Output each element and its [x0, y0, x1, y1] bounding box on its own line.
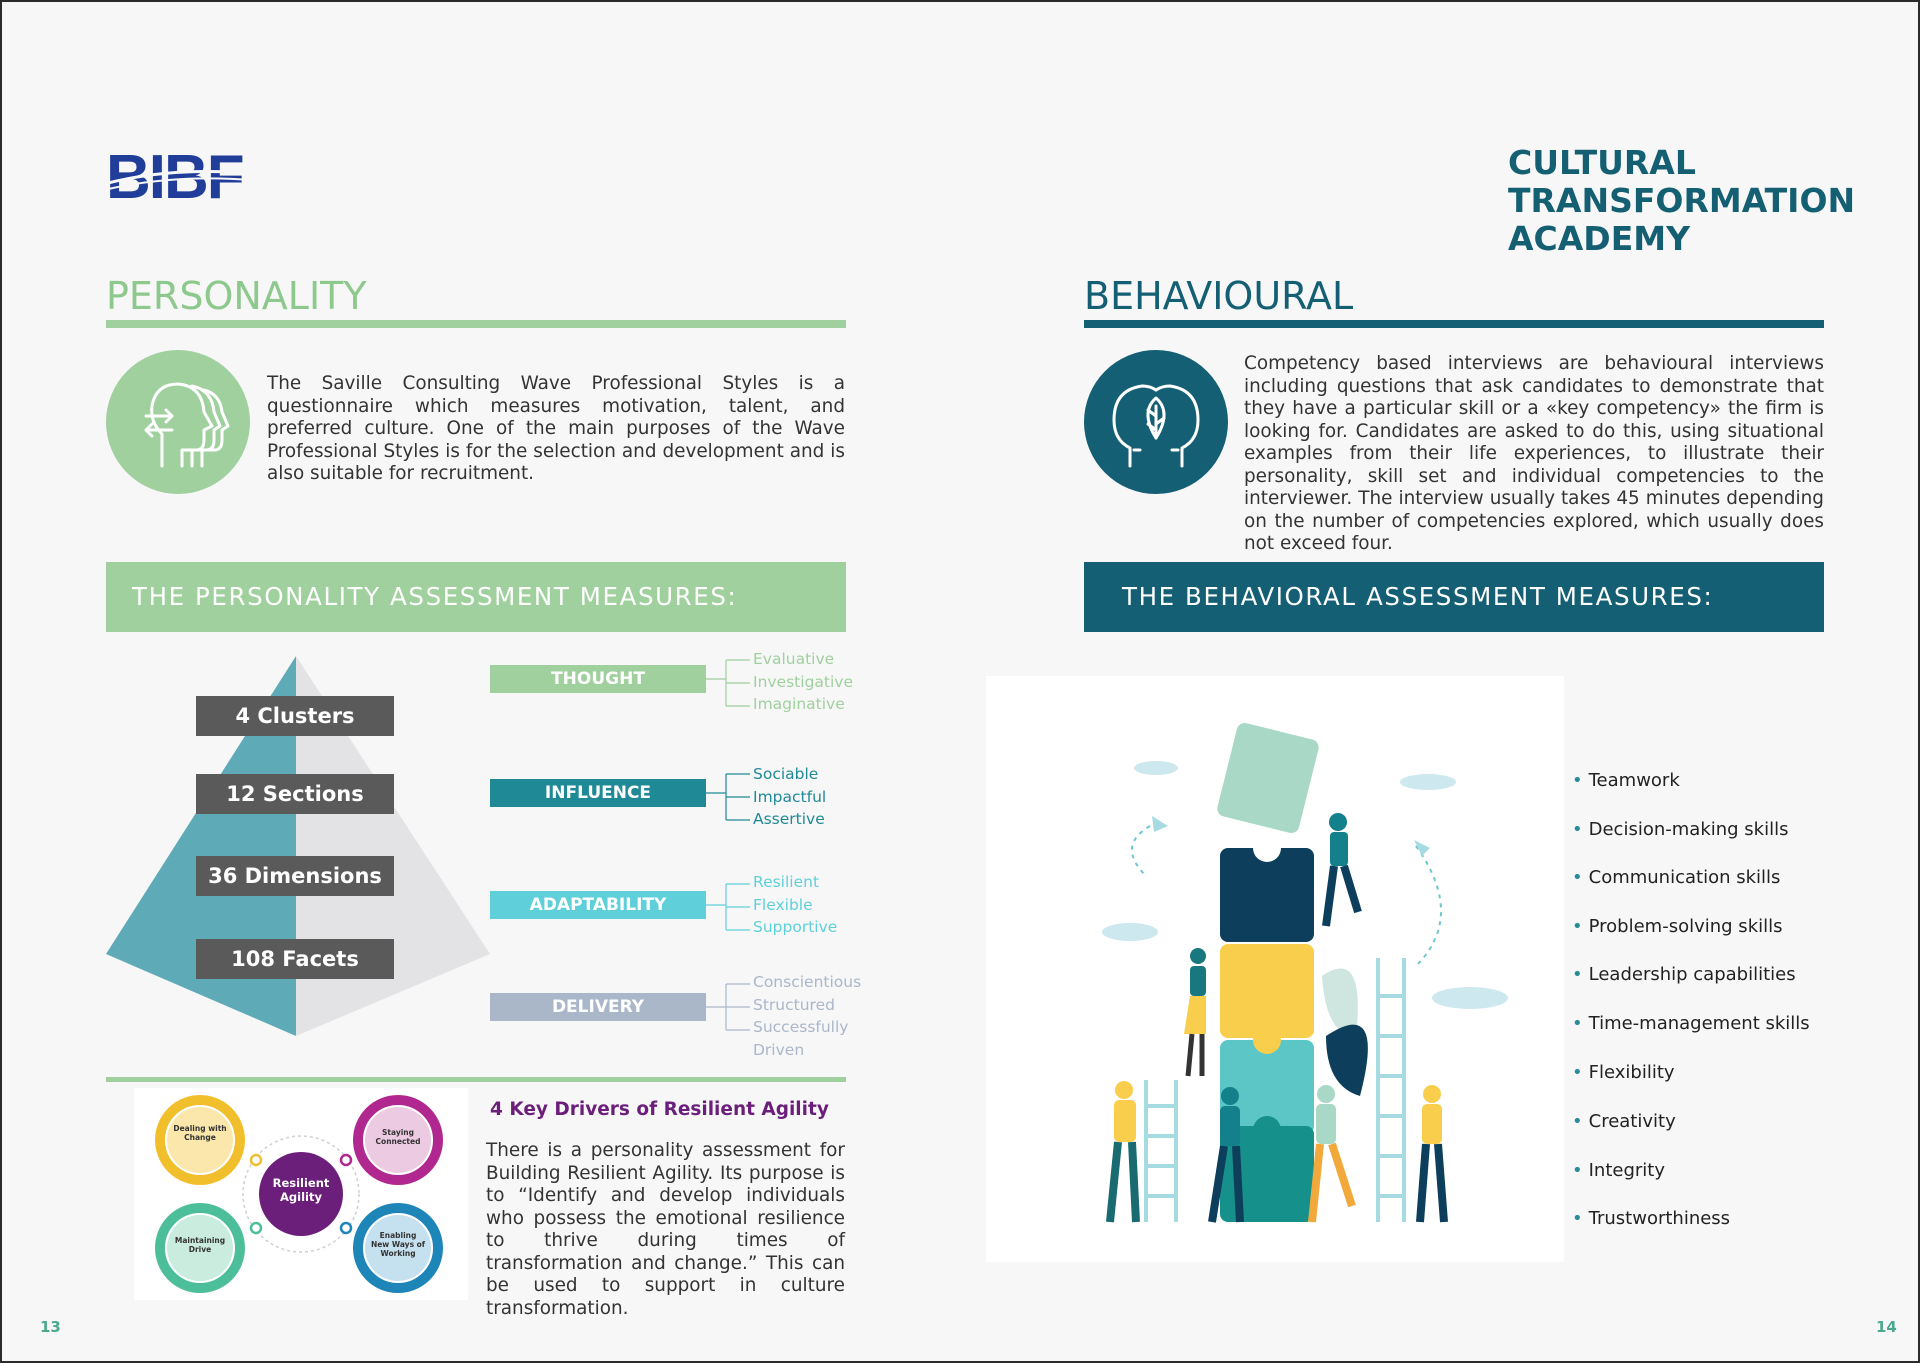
pyramid-tier-sections: 12 Sections [196, 774, 394, 814]
subitem-imaginative: Imaginative [753, 695, 845, 713]
personality-circle [106, 350, 250, 494]
measure-problem-solving: • Problem-solving skills [1572, 916, 1783, 937]
behavioural-title: BEHAVIOURAL [1084, 274, 1354, 318]
subitem-successfully: Successfully [753, 1018, 849, 1036]
subitem-sociable: Sociable [753, 765, 819, 783]
driver-center-label: Resilient Agility [272, 1176, 330, 1204]
driver-enabling-new-ways: Enabling New Ways of Working [370, 1231, 426, 1258]
subitem-structured: Structured [753, 995, 835, 1014]
delivery-subitems [753, 971, 861, 1061]
measure-time-management: • Time-management skills [1572, 1013, 1810, 1034]
driver-maintaining-drive: Maintaining Drive [174, 1236, 226, 1254]
subitem-evaluative: Evaluative [753, 650, 835, 668]
academy-line-1: CULTURAL [1508, 143, 1696, 182]
adaptability-subitems [753, 871, 837, 939]
measure-decision-making: • Decision-making skills [1572, 819, 1789, 840]
subitem-investigative: Investigative [753, 672, 853, 691]
logo-swoosh-icon [102, 164, 272, 194]
pyramid-tier-clusters: 4 Clusters [196, 696, 394, 736]
measure-label: Integrity [1588, 1160, 1666, 1181]
teamwork-illustration [986, 676, 1564, 1262]
page-number-left: 13 [40, 1318, 61, 1336]
influence-subitems [753, 763, 826, 831]
personality-measures-heading: THE PERSONALITY ASSESSMENT MEASURES: [106, 562, 846, 632]
category-connectors [706, 652, 756, 1062]
measure-teamwork: • Teamwork [1572, 770, 1680, 791]
heads-leaf-icon [1084, 350, 1228, 494]
personality-title: PERSONALITY [106, 274, 367, 318]
brochure-spread [2, 2, 1918, 1361]
measure-label: Communication skills [1588, 867, 1781, 888]
drivers-heading: 4 Key Drivers of Resilient Agility [490, 1099, 829, 1120]
pyramid-tier-dimensions: 36 Dimensions [196, 856, 394, 896]
measure-label: Teamwork [1588, 770, 1680, 791]
subitem-flexible: Flexible [753, 895, 813, 914]
behavioural-measures-heading: THE BEHAVIORAL ASSESSMENT MEASURES: [1084, 562, 1824, 632]
head-profiles-icon [106, 350, 250, 494]
puzzle-team-illustration [986, 676, 1564, 1262]
academy-title [1508, 143, 1856, 258]
subitem-supportive: Supportive [753, 918, 838, 936]
academy-line-3: ACADEMY [1508, 219, 1690, 258]
drivers-description: There is a personality assessment for Building Resilient Agility. Its purpose is to “Identify and develop individuals who possess the emotional resilience to thrive during times of transformation and change.” This can be used to support in culture transformation. [486, 1140, 845, 1319]
measure-flexibility: • Flexibility [1572, 1062, 1675, 1083]
page-number-right: 14 [1876, 1318, 1897, 1336]
personality-description: The Saville Consulting Wave Professional Styles is a questionnaire which measures motivation, talent, and preferred culture. One of the main purposes of the Wave Professional Styles is for the selection and development and is also suitable for recruitment. [267, 373, 845, 484]
behavioural-circle [1084, 350, 1228, 494]
personality-rule [106, 320, 846, 328]
measure-label: Decision-making skills [1588, 819, 1789, 840]
academy-line-2: TRANSFORMATION [1508, 181, 1856, 220]
measure-label: Creativity [1588, 1111, 1676, 1132]
measure-label: Time-management skills [1588, 1013, 1810, 1034]
behavioural-description: Competency based interviews are behavioural interviews including questions that ask candidates to demonstrate that they have a particular skill or a «key competency» the firm is looking for. Candidates are asked to do this, using situational examples from their life experiences, to illustrate their personality, skill set and individual competencies to the interviewer. The interview usually takes 45 minutes depending on the number of competencies explored, which usually does not exceed four. [1244, 353, 1824, 554]
driver-staying-connected: Staying Connected [375, 1128, 421, 1146]
measure-label: Flexibility [1588, 1062, 1675, 1083]
subitem-conscientious: Conscientious [753, 973, 862, 991]
measure-label: Problem-solving skills [1588, 916, 1783, 937]
category-adaptability: ADAPTABILITY [490, 891, 706, 919]
behavioural-rule [1084, 320, 1824, 328]
pyramid-tier-facets: 108 Facets [196, 939, 394, 979]
driver-dealing-with-change: Dealing with Change [173, 1124, 227, 1142]
subitem-driven: Driven [753, 1040, 805, 1059]
measure-integrity: • Integrity [1572, 1160, 1666, 1181]
category-influence: INFLUENCE [490, 779, 706, 807]
subitem-resilient: Resilient [753, 873, 820, 891]
measure-leadership: • Leadership capabilities [1572, 964, 1796, 985]
measure-label: Leadership capabilities [1588, 964, 1796, 985]
category-delivery: DELIVERY [490, 993, 706, 1021]
measure-trustworthiness: • Trustworthiness [1572, 1208, 1731, 1229]
measure-communication: • Communication skills [1572, 867, 1781, 888]
thought-subitems [753, 648, 853, 716]
category-thought: THOUGHT [490, 665, 706, 693]
subitem-impactful: Impactful [753, 787, 827, 806]
measure-label: Trustworthiness [1588, 1208, 1731, 1229]
bibf-logo: BIBF [106, 143, 243, 212]
drivers-diagram [134, 1088, 468, 1300]
subitem-assertive: Assertive [753, 810, 825, 828]
drivers-divider [106, 1077, 846, 1082]
measure-creativity: • Creativity [1572, 1111, 1676, 1132]
